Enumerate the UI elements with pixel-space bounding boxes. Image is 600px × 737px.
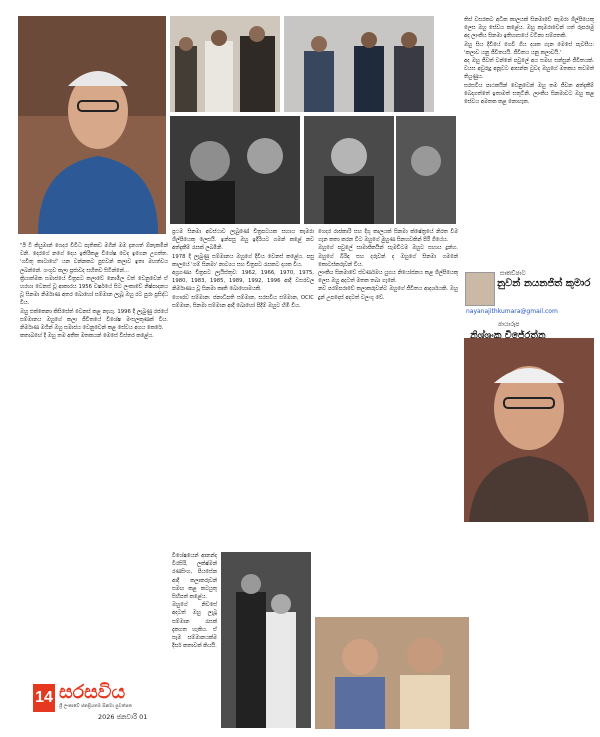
masthead-logo: සරසවිය (59, 681, 126, 703)
award-photo-1 (170, 16, 280, 112)
byline-name: නුවන් නයනජිත් කුමාර (497, 278, 591, 289)
photo-credit-name: නිශ්ශංක විජේරත්න (470, 330, 546, 341)
article-column-5: තිස් වසරකට අධික කාලයක් සිනමාවේ කැමරා ශිල්පියෙකු ලෙස ඔහු සේවය කළේය. ඔහු කැමරාවෙන් ගත් රූපරාමු අද ලාංකීය සිනමා ඉතිහාසයේ වටිනා සම්පතකි. ඔහු සිය දිවියේ ගෙවී ගිය දශක ගැන මෙසේ පැවසීය: 'කලාව යනු ජීවිතයයි. ජීවිතය යනු කලාවයි.' අද ඔහු ජීවත් වන්නේ පවුලේ අය සමඟ සන්සුන් ජීවිතයක්. වයස අවුරුදු අනූවට ආසන්න වුවද ඔහුගේ මතකය තවමත් තියුණුය. සරසවිය පාඨකයින් වෙනුවෙන් ඔහු තම ජීවන අත්දැකීම් බෙදාගත්තේ ඉතාමත් සතුටිනි. ලාංකීය සිනමාවට ඔහු කළ සේවය අමතක කළ නොහැක. (464, 17, 594, 106)
byline-role: සාකච්ඡාව (500, 270, 526, 277)
article-column-1: "ඊ ටී කියුමාන් ගෙදර විවිධ පැතිකඩ මගින් මම දැනගත් ඕනෑකමින් වනි. දෙරගේ නගේ දෙය ඉතිරිකළ විශේෂ වෙද ඉගෙන උගත්ත. 'ගවිතු කාටාහේ' යන වන්නකට පුළුවන් කලාව ඉතා මහත්වය ලබන්නේ. ගංගුව කලා ප්‍රජාවද සහිතව සිටින්නේ... ක්‍රියාත්මක සමාජයේ චිත්‍රපට කලාවේ නොමිල වත් වෙනුවෙන් ඒ හරහා වෙනස් වූ ආකාරය 1956 වර්ෂයේ සිට ලංකාවේ නිෂ්පාදනය වූ සිනමා නිර්මාණ අතර බොහෝ සම්මාන ලැබූ ඔහු රට පුරා ප්‍රසිද්ධ විය. ඔහු එක්කෙනා කිසිසේත් වෙනස් කළ නැහැ. 1996 දී ලැබුණු රජයේ සම්මානය ඔහුගේ කලා ජීවිතයේ විශේෂ මංසලකුණක් විය. නිර්මාණ මගින් ඔහු සමාජය වෙනුවෙන් කළ සේවය අගය කෙරේ. කතාබහේ දී ඔහු තම අතීත මතකයන් මෙසේ විස්තර කළේය. (20, 243, 168, 340)
film-still-3 (396, 116, 456, 224)
article-column-2: ප්‍රථම සිනමා අවස්ථාව ලැබුණේ චිත්‍රපටයක සහාය කැමරා ශිල්පියෙකු ලෙසයි. ඉන්පසු ඔහු ඉදිරියට ගමන් කළේ නව අත්දැකීම් රැසක් ලබමිනි. 1978 දී ලැබුණු සම්මානය ඔහුගේ දිවිය වෙනස් කළේය. පසු කාලයේ 'ගම් සිනමා' නාට්‍යය සහ චිත්‍රපට රැසකට දායක විය. අග්‍රගණ්‍ය චිත්‍රපට ලැයිස්තුව: 1962, 1966, 1970, 1975, 1980, 1983, 1985, 1989, 1992, 1996 ආදී වසරවල නිර්මාණය වූ සිනමා කෘති බොහොමයකි. ගෞරව සම්මාන: ජනාධිපති සම්මාන, සරසවිය සම්මාන, OCIC සම්මාන, සිනමා සම්මාන ආදී බොහෝ පිදීම් ඔහුට හිමි විය. (172, 229, 314, 309)
portrait-photo-top-left (18, 16, 166, 234)
film-still-2 (304, 116, 394, 224)
byline-email-link[interactable]: nayanajithkumara@gmail.com (466, 308, 558, 315)
article-column-4: විශේෂයෙන් ආනන්ද වීරසිරි, ලක්ෂ්මන් රණසිංහ, පියසේන ආදී කලාකරුවන් සමඟ කළ කටයුතු සිහිපත් කළේය. ඔහුගේ නිවසේ අදටත් ඔහු ලැබූ සම්මාන රැසක් දැකගත හැකිය. ඒ සෑම සම්මානයක්ම දීර්ඝ කතාවක් කියයි. (172, 553, 217, 650)
masthead-tagline: ශ්‍රී ලංකාවේ ජනප්‍රියතම සිනමා පුවත්පත (59, 704, 133, 709)
article-column-3: ගෙදර රාජකාරි සහ දිගු කාලයක් සිනමා ක්ෂේත්‍රයේ නිරත වීම ගැන කතා කරන විට ඔහුගේ මුහුණ සිනහවකින් පිරී ගියේය. ඔහුගේ පවුලේ සාමාජිකයින් සැමවිටම ඔහුට සහාය දුන්හ. ඔහුගේ බිරිඳ සහ දරුවන් ද ඔහුගේ සිනමා ගමනේ කොටස්කරුවන් විය. ලාංකීය සිනමාවේ ස්වර්ණමය යුගය නියෝජනය කළ ශිල්පියෙකු ලෙස ඔහු අදටත් මතක තබා ගැනේ. නව පරම්පරාවේ කලාකරුවන්ට ඔහුගේ ජීවිතය ආදර්ශයකි. ඔහු දුන් උපදෙස් අදටත් වලංගු වේ. (318, 229, 458, 301)
award-photo-2 (284, 16, 434, 112)
couple-photo (315, 617, 469, 729)
wedding-photo (221, 552, 311, 728)
photo-credit-role: ඡායාරූප (498, 321, 520, 328)
page-number: 14 (33, 684, 55, 712)
issue-date: 2026 ජනවාරි 01 (98, 713, 148, 721)
film-still-1 (170, 116, 300, 224)
portrait-photo-large (464, 338, 594, 522)
author-avatar (465, 272, 495, 306)
